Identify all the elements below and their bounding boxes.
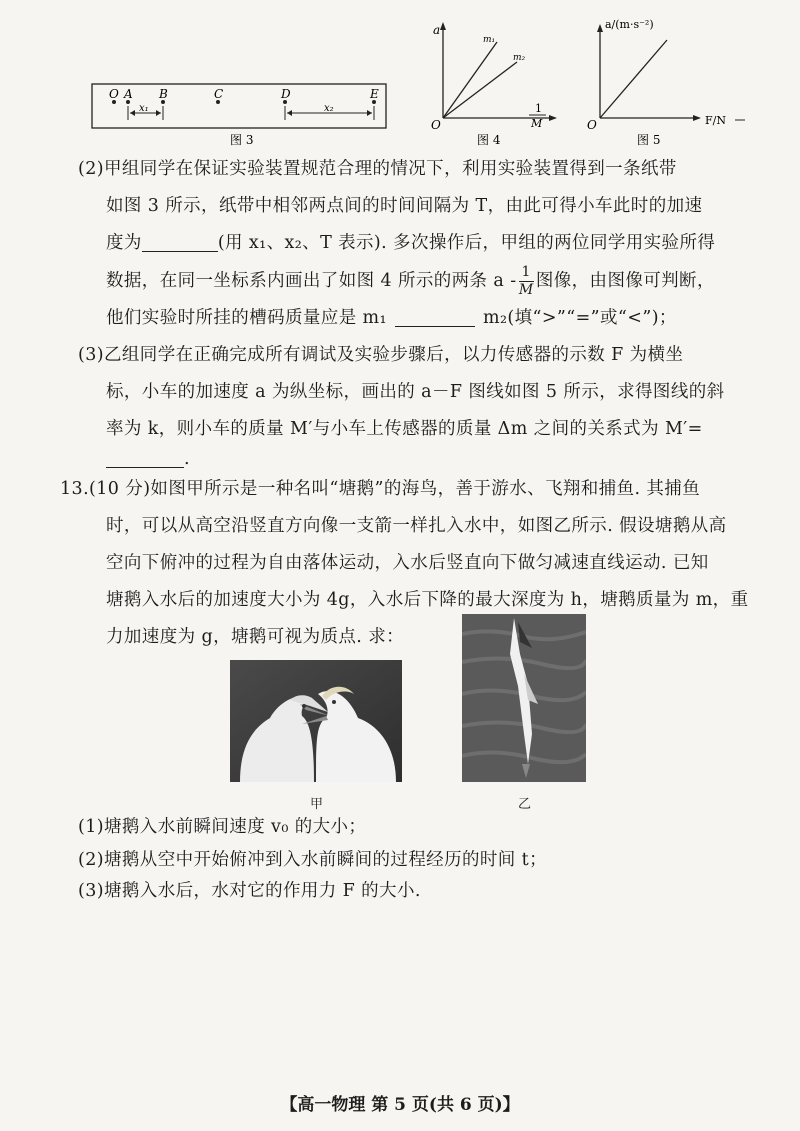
fig5-x-label: F/N: [705, 114, 726, 127]
q13-line2: 时，可以从高空沿竖直方向像一支箭一样扎入水中，如图乙所示. 假设塘鹅从高: [106, 516, 727, 536]
q12-part2-line4-start: 数据，在同一坐标系内画出了如图 4 所示的两条 a -: [106, 271, 517, 291]
q13-sub3: (3)塘鹅入水后，水对它的作用力 F 的大小.: [78, 881, 421, 901]
q12-part2-line5: [106, 299, 756, 337]
point-d-label: D: [281, 87, 291, 101]
q12-part2-line3: [106, 224, 756, 262]
q12-part2-line1: (2)甲组同学在保证实验装置规范合理的情况下，利用实验装置得到一条纸带: [78, 159, 677, 179]
mass-compare-blank[interactable]: [395, 306, 475, 327]
q13-sub2: (2)塘鹅从空中开始俯冲到入水前瞬间的过程经历的时间 t；: [78, 850, 547, 870]
fig4-line-m1-label: m₁: [483, 35, 496, 45]
q12-part3-line3: 率为 k，则小车的质量 M′与小车上传感器的质量 Δm 之间的关系式为 M′=: [106, 419, 703, 439]
point-b-label: B: [159, 87, 168, 101]
fig5-origin: O: [587, 118, 597, 132]
q12-part2-line5-start: 他们实验时所挂的槽码质量应是 m₁: [106, 308, 387, 328]
acceleration-answer-blank[interactable]: [142, 231, 218, 252]
figure-4: [425, 18, 565, 150]
photo-jia-caption: 甲: [310, 797, 324, 812]
diving-gannet-image: [462, 614, 586, 782]
fig5-y-label: a/(m·s⁻²): [605, 18, 654, 31]
fig4-y-label: a: [433, 23, 441, 37]
q12-part2-line5-end: m₂(填“>”“=”或“<”)；: [482, 308, 677, 328]
point-a-label: A: [124, 87, 133, 101]
point-e-label: E: [370, 87, 379, 101]
figure-5-caption: 图 5: [637, 133, 661, 147]
fraction-numerator: 1: [519, 264, 534, 282]
point-o-label: O: [109, 87, 119, 101]
q13-line3: 空向下俯冲的过程为自由落体运动，入水后竖直向下做匀减速直线运动. 已知: [106, 553, 709, 573]
q12-part2-line3-start: 度为: [106, 233, 142, 253]
tape-diagram: [90, 80, 390, 148]
graph-a-vs-inverse-m: [425, 18, 565, 150]
x1-label: x₁: [139, 103, 149, 114]
mass-relation-blank[interactable]: [106, 447, 184, 468]
x2-label: x₂: [324, 103, 334, 114]
gannets-photo: [230, 660, 402, 782]
figure-5: [585, 12, 750, 150]
point-c-label: C: [214, 87, 224, 101]
q12-part2-line4: [106, 262, 756, 300]
figure-3-caption: 图 3: [230, 133, 254, 147]
q12-part3-line2: 标，小车的加速度 a 为纵坐标，画出的 a－F 图线如图 5 所示，求得图线的斜: [106, 382, 725, 402]
figure-3: [90, 80, 390, 148]
inverse-m-fraction: [519, 264, 534, 299]
diving-gannet-photo: [462, 614, 586, 782]
q12-part2-line2: 如图 3 所示，纸带中相邻两点间的时间间隔为 T，由此可得小车此时的加速: [106, 196, 703, 216]
fig4-x-numerator: 1: [535, 102, 542, 115]
fig4-origin: O: [431, 118, 441, 132]
q12-part3-line1: (3)乙组同学在正确完成所有调试及实验步骤后，以力传感器的示数 F 为横坐: [78, 345, 684, 365]
photo-yi-caption: 乙: [518, 797, 532, 812]
fig4-line-m2-label: m₂: [513, 53, 526, 63]
page-footer: 【高一物理 第 5 页(共 6 页)】: [280, 1095, 520, 1115]
graph-a-vs-f: [585, 12, 750, 150]
q13-sub1: (1)塘鹅入水前瞬间速度 v₀ 的大小；: [78, 817, 367, 837]
gannets-image: [230, 660, 402, 782]
q13-line1: 13.(10 分)如图甲所示是一种名叫“塘鹅”的海鸟，善于游水、飞翔和捕鱼. 其捕鱼: [60, 479, 701, 499]
fig4-x-denominator: M: [531, 117, 543, 130]
figure-4-caption: 图 4: [477, 133, 501, 147]
q13-line5: 力加速度为 g，塘鹅可视为质点. 求：: [106, 627, 404, 647]
fraction-denominator: M: [518, 282, 534, 298]
q12-part2-line4-end: 图像，由图像可判断，: [535, 271, 715, 291]
q13-line4: 塘鹅入水后的加速度大小为 4g，入水后下降的最大深度为 h，塘鹅质量为 m，重: [106, 590, 749, 610]
q12-part2-line3-end: (用 x₁、x₂、T 表示). 多次操作后，甲组的两位同学用实验所得: [217, 233, 716, 253]
q12-part3-end-period: .: [184, 449, 190, 469]
